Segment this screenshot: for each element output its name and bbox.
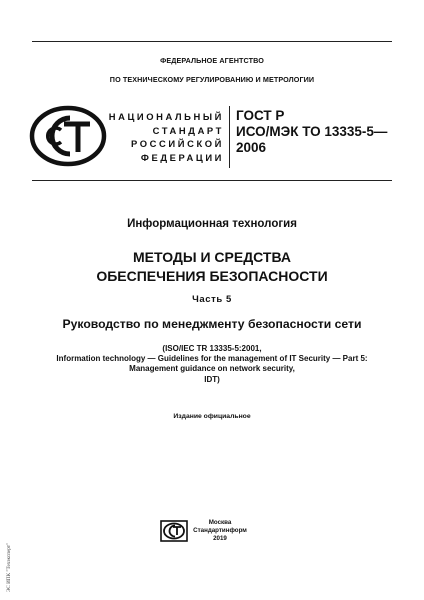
title-part: Часть 5 — [192, 294, 232, 305]
header-divider — [229, 106, 230, 168]
title-main-line-1: МЕТОДЫ И СРЕДСТВА — [132, 249, 292, 265]
publisher-name: Стандартинформ — [193, 526, 247, 534]
english-line-2: Information technology — Guidelines for the management of IT Security — Part 5: — [56, 354, 368, 364]
top-rule — [32, 41, 392, 42]
standard-label-line-2: СТАНДАРТ — [152, 124, 224, 136]
english-line-1: (ISO/IEC TR 13335-5:2001, — [162, 344, 262, 353]
gost-emblem-icon — [28, 104, 108, 168]
agency-line-1: ФЕДЕРАЛЬНОЕ АГЕНТСТВО — [160, 56, 264, 65]
english-line-3: Management guidance on network security, — [129, 364, 295, 374]
title-main-line-2: ОБЕСПЕЧЕНИЯ БЕЗОПАСНОСТИ — [96, 268, 328, 284]
publisher-city: Москва — [208, 519, 232, 526]
english-line-4: IDT) — [204, 374, 220, 384]
title-subtitle: Руководство по менеджменту безопасности сети — [62, 317, 362, 331]
standard-label-line-3: РОССИЙСКОЙ — [131, 138, 224, 149]
agency-line-2: ПО ТЕХНИЧЕСКОМУ РЕГУЛИРОВАНИЮ И МЕТРОЛОГИИ — [109, 75, 315, 84]
standard-label-line-4: ФЕДЕРАЦИИ — [140, 151, 224, 163]
designation-line-2: ИСО/МЭК ТО 13335-5— — [236, 124, 388, 139]
middle-rule — [32, 180, 392, 181]
publisher-year: 2019 — [213, 534, 227, 542]
side-note: ЭС ИПК "Техэксперт" — [6, 542, 12, 592]
designation-line-3: 2006 — [236, 140, 267, 155]
standard-label-line-1: НАЦИОНАЛЬНЫЙ — [108, 111, 224, 122]
title-topic: Информационная технология — [127, 218, 297, 230]
edition-label: Издание официальное — [173, 413, 251, 420]
designation-line-1: ГОСТ Р — [236, 108, 285, 123]
publisher-emblem-icon — [160, 520, 188, 542]
